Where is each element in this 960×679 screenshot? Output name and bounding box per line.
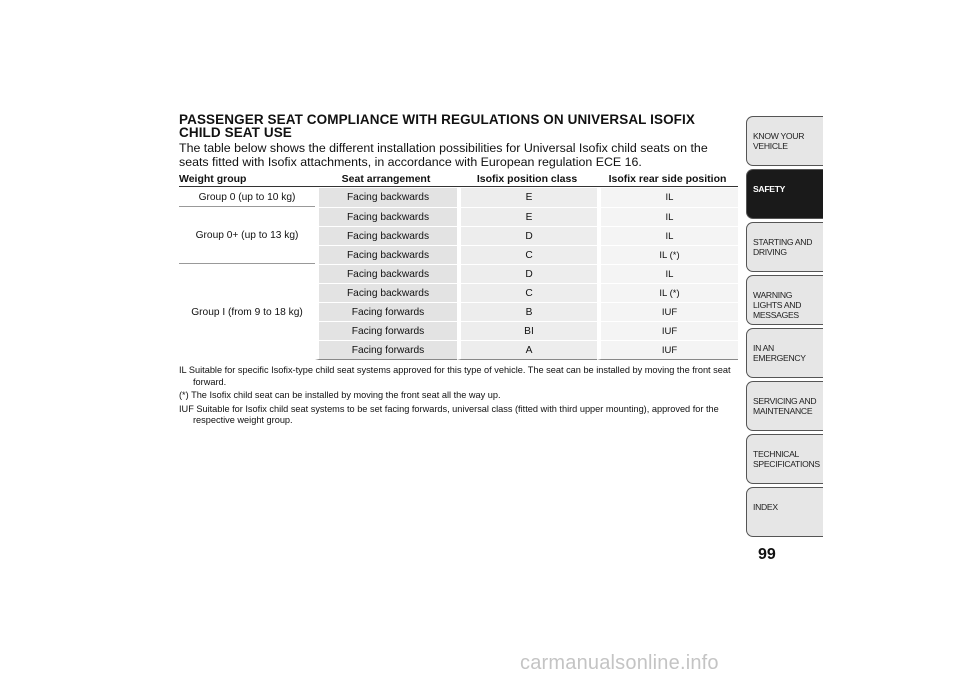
footnote-il: IL Suitable for specific Isofix-type child seat systems approved for this type of vehicle. The seat can be installed by moving the front seat forward. bbox=[179, 365, 731, 387]
footnote-asterisk: (*) The Isofix child seat can be installed by moving the front seat all the way up. bbox=[179, 390, 501, 400]
isofix-rear-side-cell: IUF bbox=[597, 322, 738, 340]
isofix-rear-side-cell: IUF bbox=[597, 341, 738, 360]
isofix-rear-side-cell: IL bbox=[597, 227, 738, 245]
chapter-tab-label: SAFETY bbox=[753, 184, 786, 194]
seat-arrangement-cell: Facing backwards bbox=[315, 227, 457, 245]
header-isofix-position-class: Isofix position class bbox=[457, 171, 597, 187]
weight-group-cell: Group I (from 9 to 18 kg) bbox=[191, 307, 303, 318]
table-row bbox=[179, 208, 738, 226]
chapter-tab-label: STARTING AND DRIVING bbox=[753, 237, 813, 257]
chapter-tab-label: WARNING LIGHTS AND MESSAGES bbox=[753, 290, 802, 320]
isofix-position-class-cell: C bbox=[457, 284, 597, 302]
isofix-rear-side-cell: IL bbox=[597, 265, 738, 283]
seat-arrangement-cell: Facing backwards bbox=[315, 246, 457, 264]
isofix-compliance-table bbox=[179, 170, 738, 361]
header-weight-group: Weight group bbox=[179, 171, 315, 187]
chapter-tab-warning-lights-and-messages[interactable] bbox=[746, 275, 823, 325]
table-row bbox=[179, 265, 738, 283]
seat-arrangement-cell: Facing forwards bbox=[315, 322, 457, 340]
table-body bbox=[179, 188, 738, 360]
isofix-position-class-cell: C bbox=[457, 246, 597, 264]
isofix-rear-side-cell: IL bbox=[597, 208, 738, 226]
seat-arrangement-cell: Facing backwards bbox=[315, 208, 457, 226]
seat-arrangement-cell: Facing backwards bbox=[315, 265, 457, 283]
chapter-tab-label: TECHNICAL SPECIFICATIONS bbox=[753, 449, 820, 469]
isofix-position-class-cell: D bbox=[457, 227, 597, 245]
table-footnotes bbox=[179, 365, 738, 427]
chapter-tab-label: SERVICING AND MAINTENANCE bbox=[753, 396, 817, 416]
chapter-tab-in-an-emergency[interactable] bbox=[746, 328, 823, 378]
seat-arrangement-cell: Facing backwards bbox=[315, 188, 457, 207]
seat-arrangement-cell: Facing forwards bbox=[315, 303, 457, 321]
chapter-tab-label: KNOW YOUR VEHICLE bbox=[753, 131, 805, 151]
isofix-rear-side-cell: IL (*) bbox=[597, 246, 738, 264]
chapter-tab-technical-specifications[interactable] bbox=[746, 434, 823, 484]
chapter-tab-know-your-vehicle[interactable] bbox=[746, 116, 823, 166]
seat-arrangement-cell: Facing backwards bbox=[315, 284, 457, 302]
intro-paragraph: The table below shows the different installation possibilities for Universal Isofix child seats on the seats fitted with Isofix attachments, in accordance with European regulation ECE 16. bbox=[179, 141, 708, 169]
page-number: 99 bbox=[758, 546, 776, 563]
isofix-position-class-cell: D bbox=[457, 265, 597, 283]
header-seat-arrangement: Seat arrangement bbox=[315, 171, 457, 187]
manual-content bbox=[179, 113, 738, 429]
watermark-text: carmanualsonline.info bbox=[520, 652, 719, 674]
isofix-position-class-cell: B bbox=[457, 303, 597, 321]
chapter-tab-label: INDEX bbox=[753, 502, 778, 512]
chapter-tab-starting-and-driving[interactable] bbox=[746, 222, 823, 272]
chapter-tab-index[interactable] bbox=[746, 487, 823, 537]
table-row bbox=[179, 188, 738, 207]
weight-group-cell: Group 0+ (up to 13 kg) bbox=[179, 208, 315, 264]
section-heading: PASSENGER SEAT COMPLIANCE WITH REGULATIONS ON UNIVERSAL ISOFIX CHILD SEAT USE bbox=[179, 112, 695, 140]
isofix-position-class-cell: A bbox=[457, 341, 597, 360]
chapter-tab-label: IN AN EMERGENCY bbox=[753, 343, 806, 363]
isofix-rear-side-cell: IL bbox=[597, 188, 738, 207]
table-header-row bbox=[179, 171, 738, 187]
isofix-position-class-cell: E bbox=[457, 188, 597, 207]
chapter-tab-safety[interactable] bbox=[746, 169, 823, 219]
isofix-rear-side-cell: IUF bbox=[597, 303, 738, 321]
footnote-iuf: IUF Suitable for Isofix child seat systems to be set facing forwards, universal class (fitted with third upper mounting), approved for the respective weight group. bbox=[179, 403, 719, 425]
chapter-tab-servicing-and-maintenance[interactable] bbox=[746, 381, 823, 431]
seat-arrangement-cell: Facing forwards bbox=[315, 341, 457, 360]
isofix-position-class-cell: E bbox=[457, 208, 597, 226]
weight-group-cell: Group 0 (up to 10 kg) bbox=[179, 188, 315, 207]
isofix-rear-side-cell: IL (*) bbox=[597, 284, 738, 302]
isofix-position-class-cell: BI bbox=[457, 322, 597, 340]
header-isofix-rear-side-position: Isofix rear side position bbox=[597, 171, 738, 187]
chapter-tab-nav bbox=[746, 116, 823, 540]
